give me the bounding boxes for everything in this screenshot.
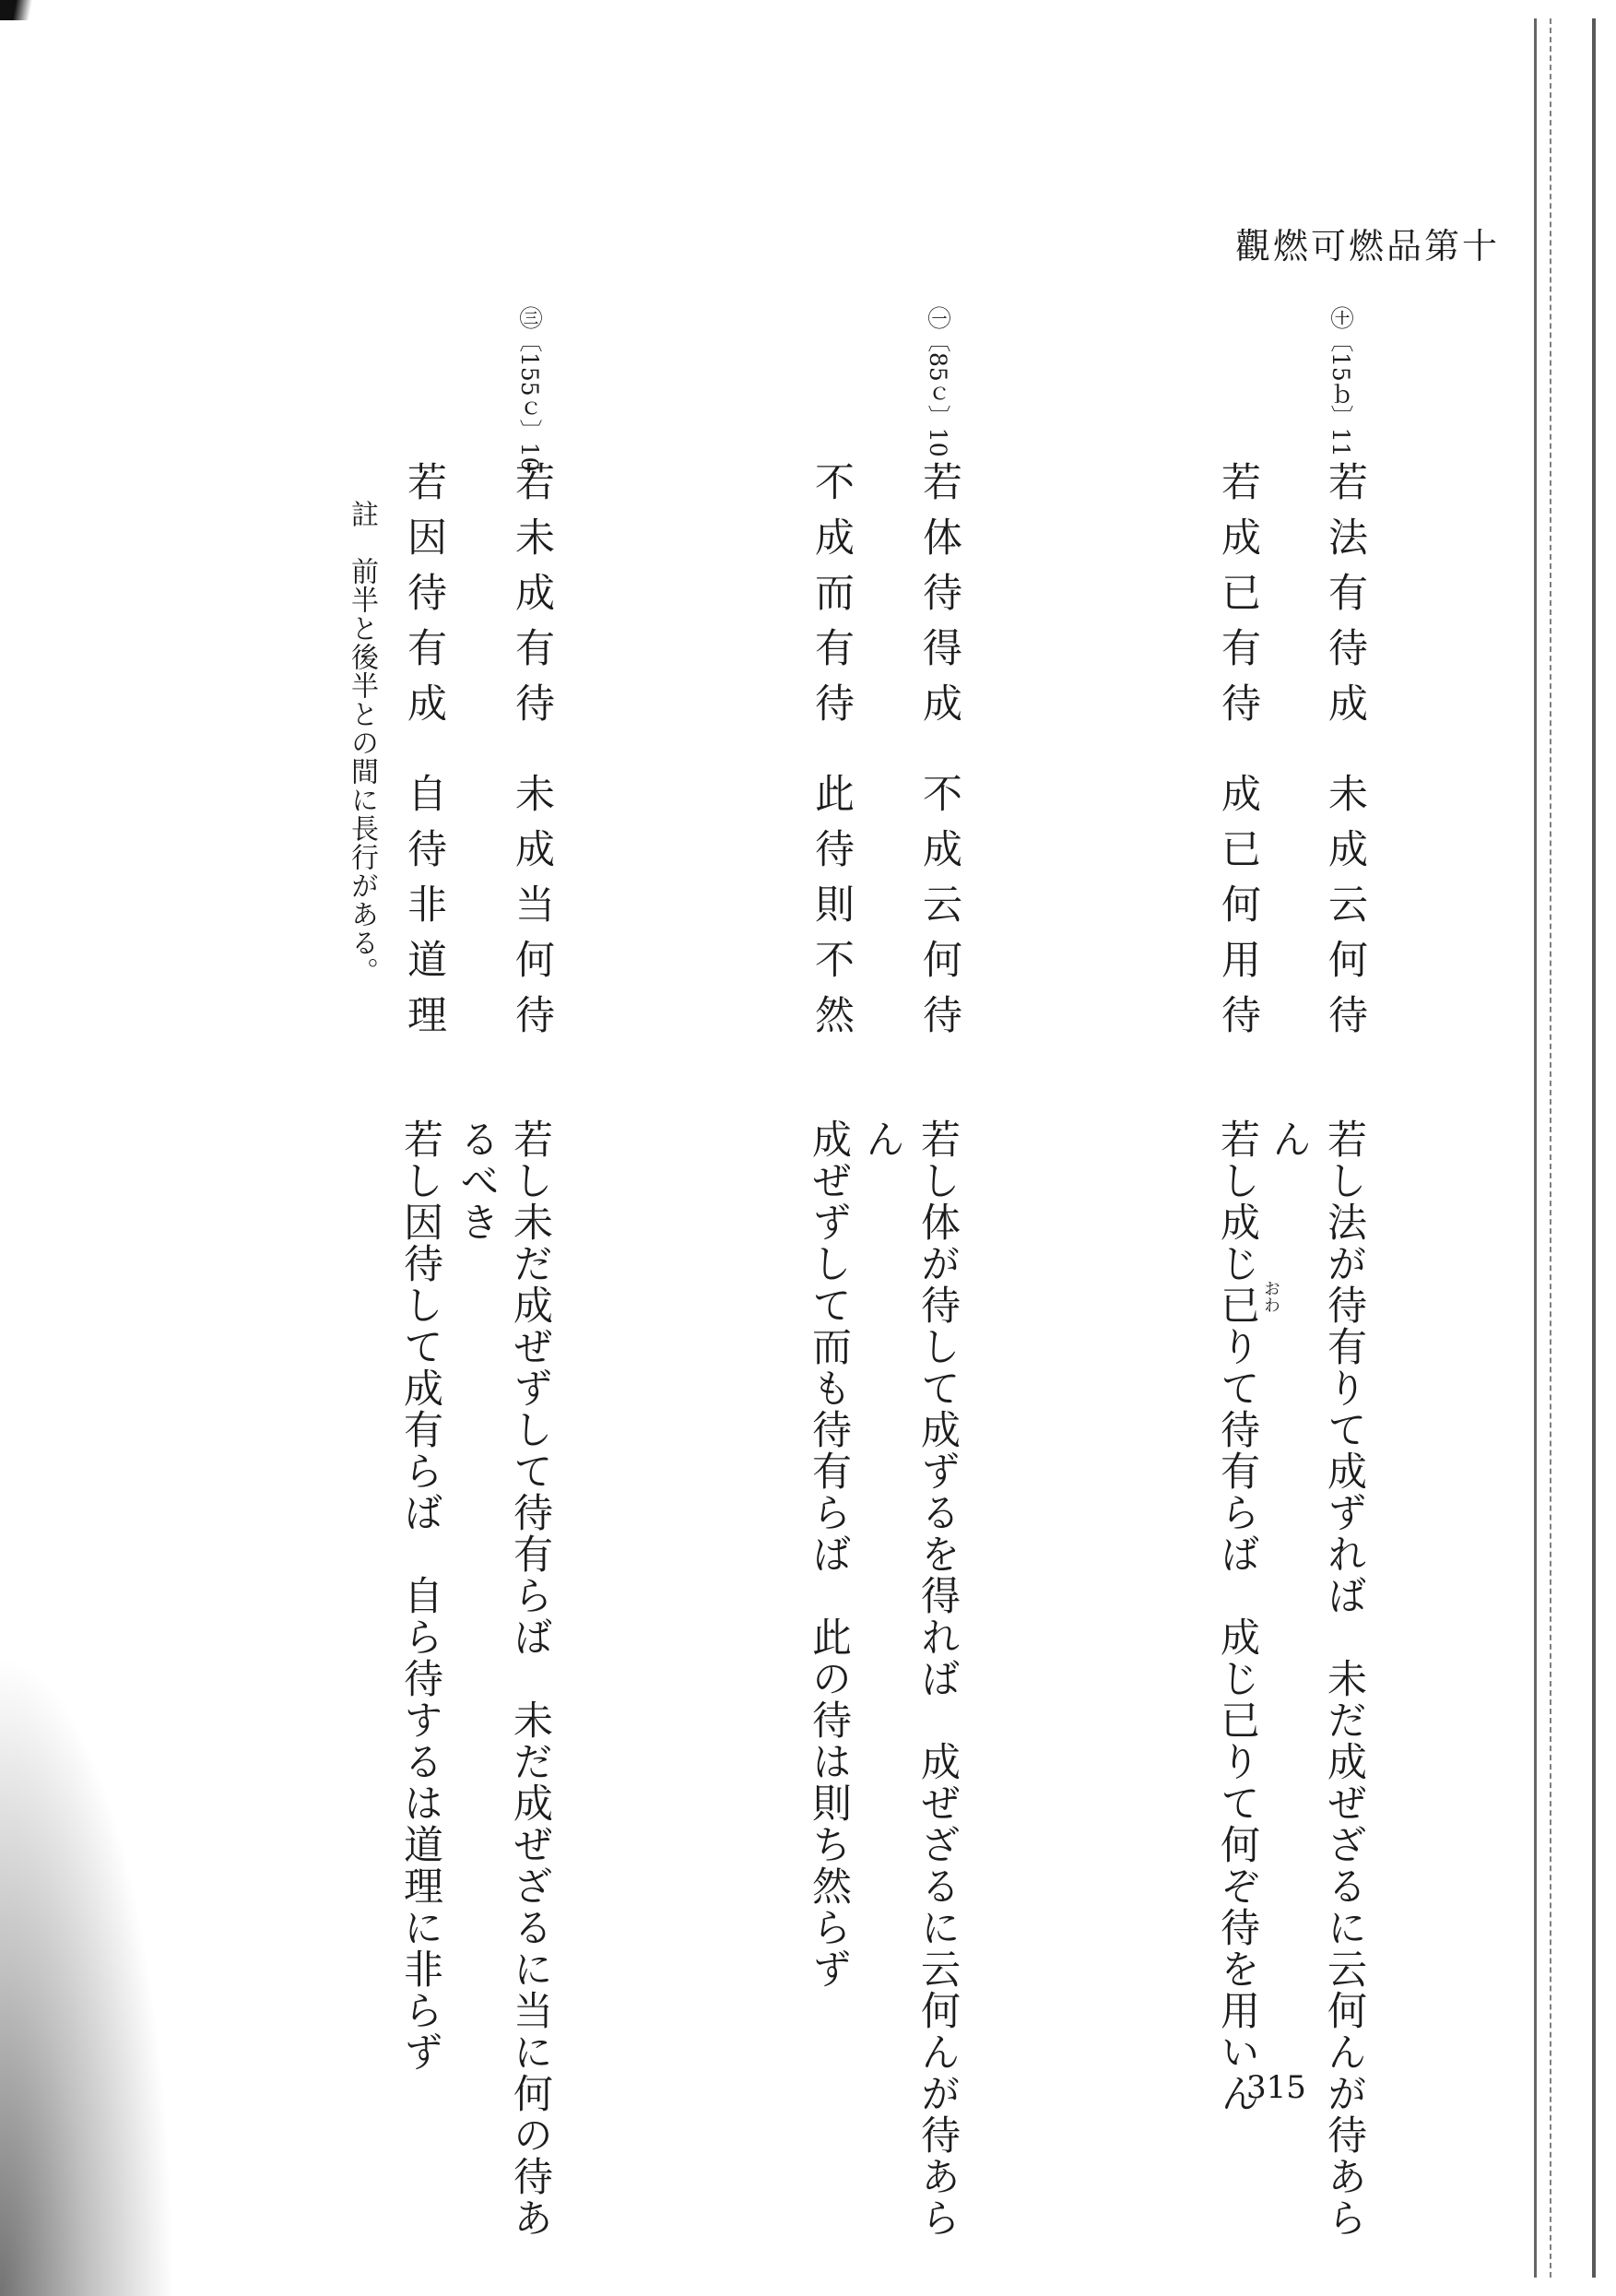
verse-1-gloss-2: 若し成じ已りて待有らば 成じ已りて何ぞ待を用いん: [1214, 1118, 1260, 2114]
verse-2-gloss-1-cont: ん: [859, 1118, 905, 1160]
verse-1-furigana: おわ: [1261, 1280, 1280, 1313]
verse-3-gloss-1: 若し未だ成ぜずして待有らば 未だ成ぜざるに当に何の待あ: [507, 1118, 553, 2239]
verse-1-line-2b: 成已何用待: [1215, 773, 1261, 1049]
verse-1-line-1b: 未成云何待: [1322, 773, 1368, 1049]
verse-3-gloss-2: 若し因待して成有らば 自ら待するは道理に非らず: [397, 1118, 443, 2073]
verse-2-line-1b: 不成云何待: [916, 773, 962, 1049]
verse-1-line-1a: 若法有待成: [1322, 461, 1368, 738]
verse-3-line-2a: 若因待有成: [401, 461, 447, 738]
verse-1-gloss-1: 若し法が待有りて成ずれば 未だ成ぜざるに云何んが待あら: [1321, 1118, 1367, 2239]
verse-2-gloss-2: 成ぜずして而も待有らば 此の待は則ち然らず: [806, 1118, 852, 1990]
verse-2-line-2b: 此待則不然: [808, 773, 855, 1049]
scan-shadow: [0, 1651, 175, 2296]
verse-2-gloss-1: 若し体が待して成ずるを得れば 成ぜざるに云何んが待あら: [914, 1118, 961, 2239]
verse-3-line-1a: 若未成有待: [509, 461, 555, 738]
verse-1-ref: ㊉〔15ｂ〕11: [1327, 306, 1354, 457]
verse-2-ref: ㊀〔85ｃ〕10: [925, 306, 951, 457]
page-edge-lines: [1534, 18, 1596, 2278]
verse-2-line-1a: 若体待得成: [916, 461, 962, 738]
verse-1-line-2a: 若成已有待: [1215, 461, 1261, 738]
verse-3-line-1b: 未成当何待: [509, 773, 555, 1049]
verse-1-gloss-1-cont: ん: [1266, 1118, 1312, 1160]
verse-3-line-2b: 自待非道理: [401, 773, 447, 1049]
verse-3-gloss-1-cont: るべき: [454, 1118, 500, 1243]
verse-3-ref: ㊂〔155ｃ〕10: [516, 306, 543, 472]
page-number: 315: [1246, 2069, 1306, 2106]
footnote: 註 前半と後半との間に長行がある。: [346, 500, 378, 986]
verse-2-line-2a: 不成而有待: [808, 461, 855, 738]
scan-corner-mark: [0, 0, 37, 20]
chapter-header: 觀燃可燃品第十: [1235, 226, 1501, 266]
